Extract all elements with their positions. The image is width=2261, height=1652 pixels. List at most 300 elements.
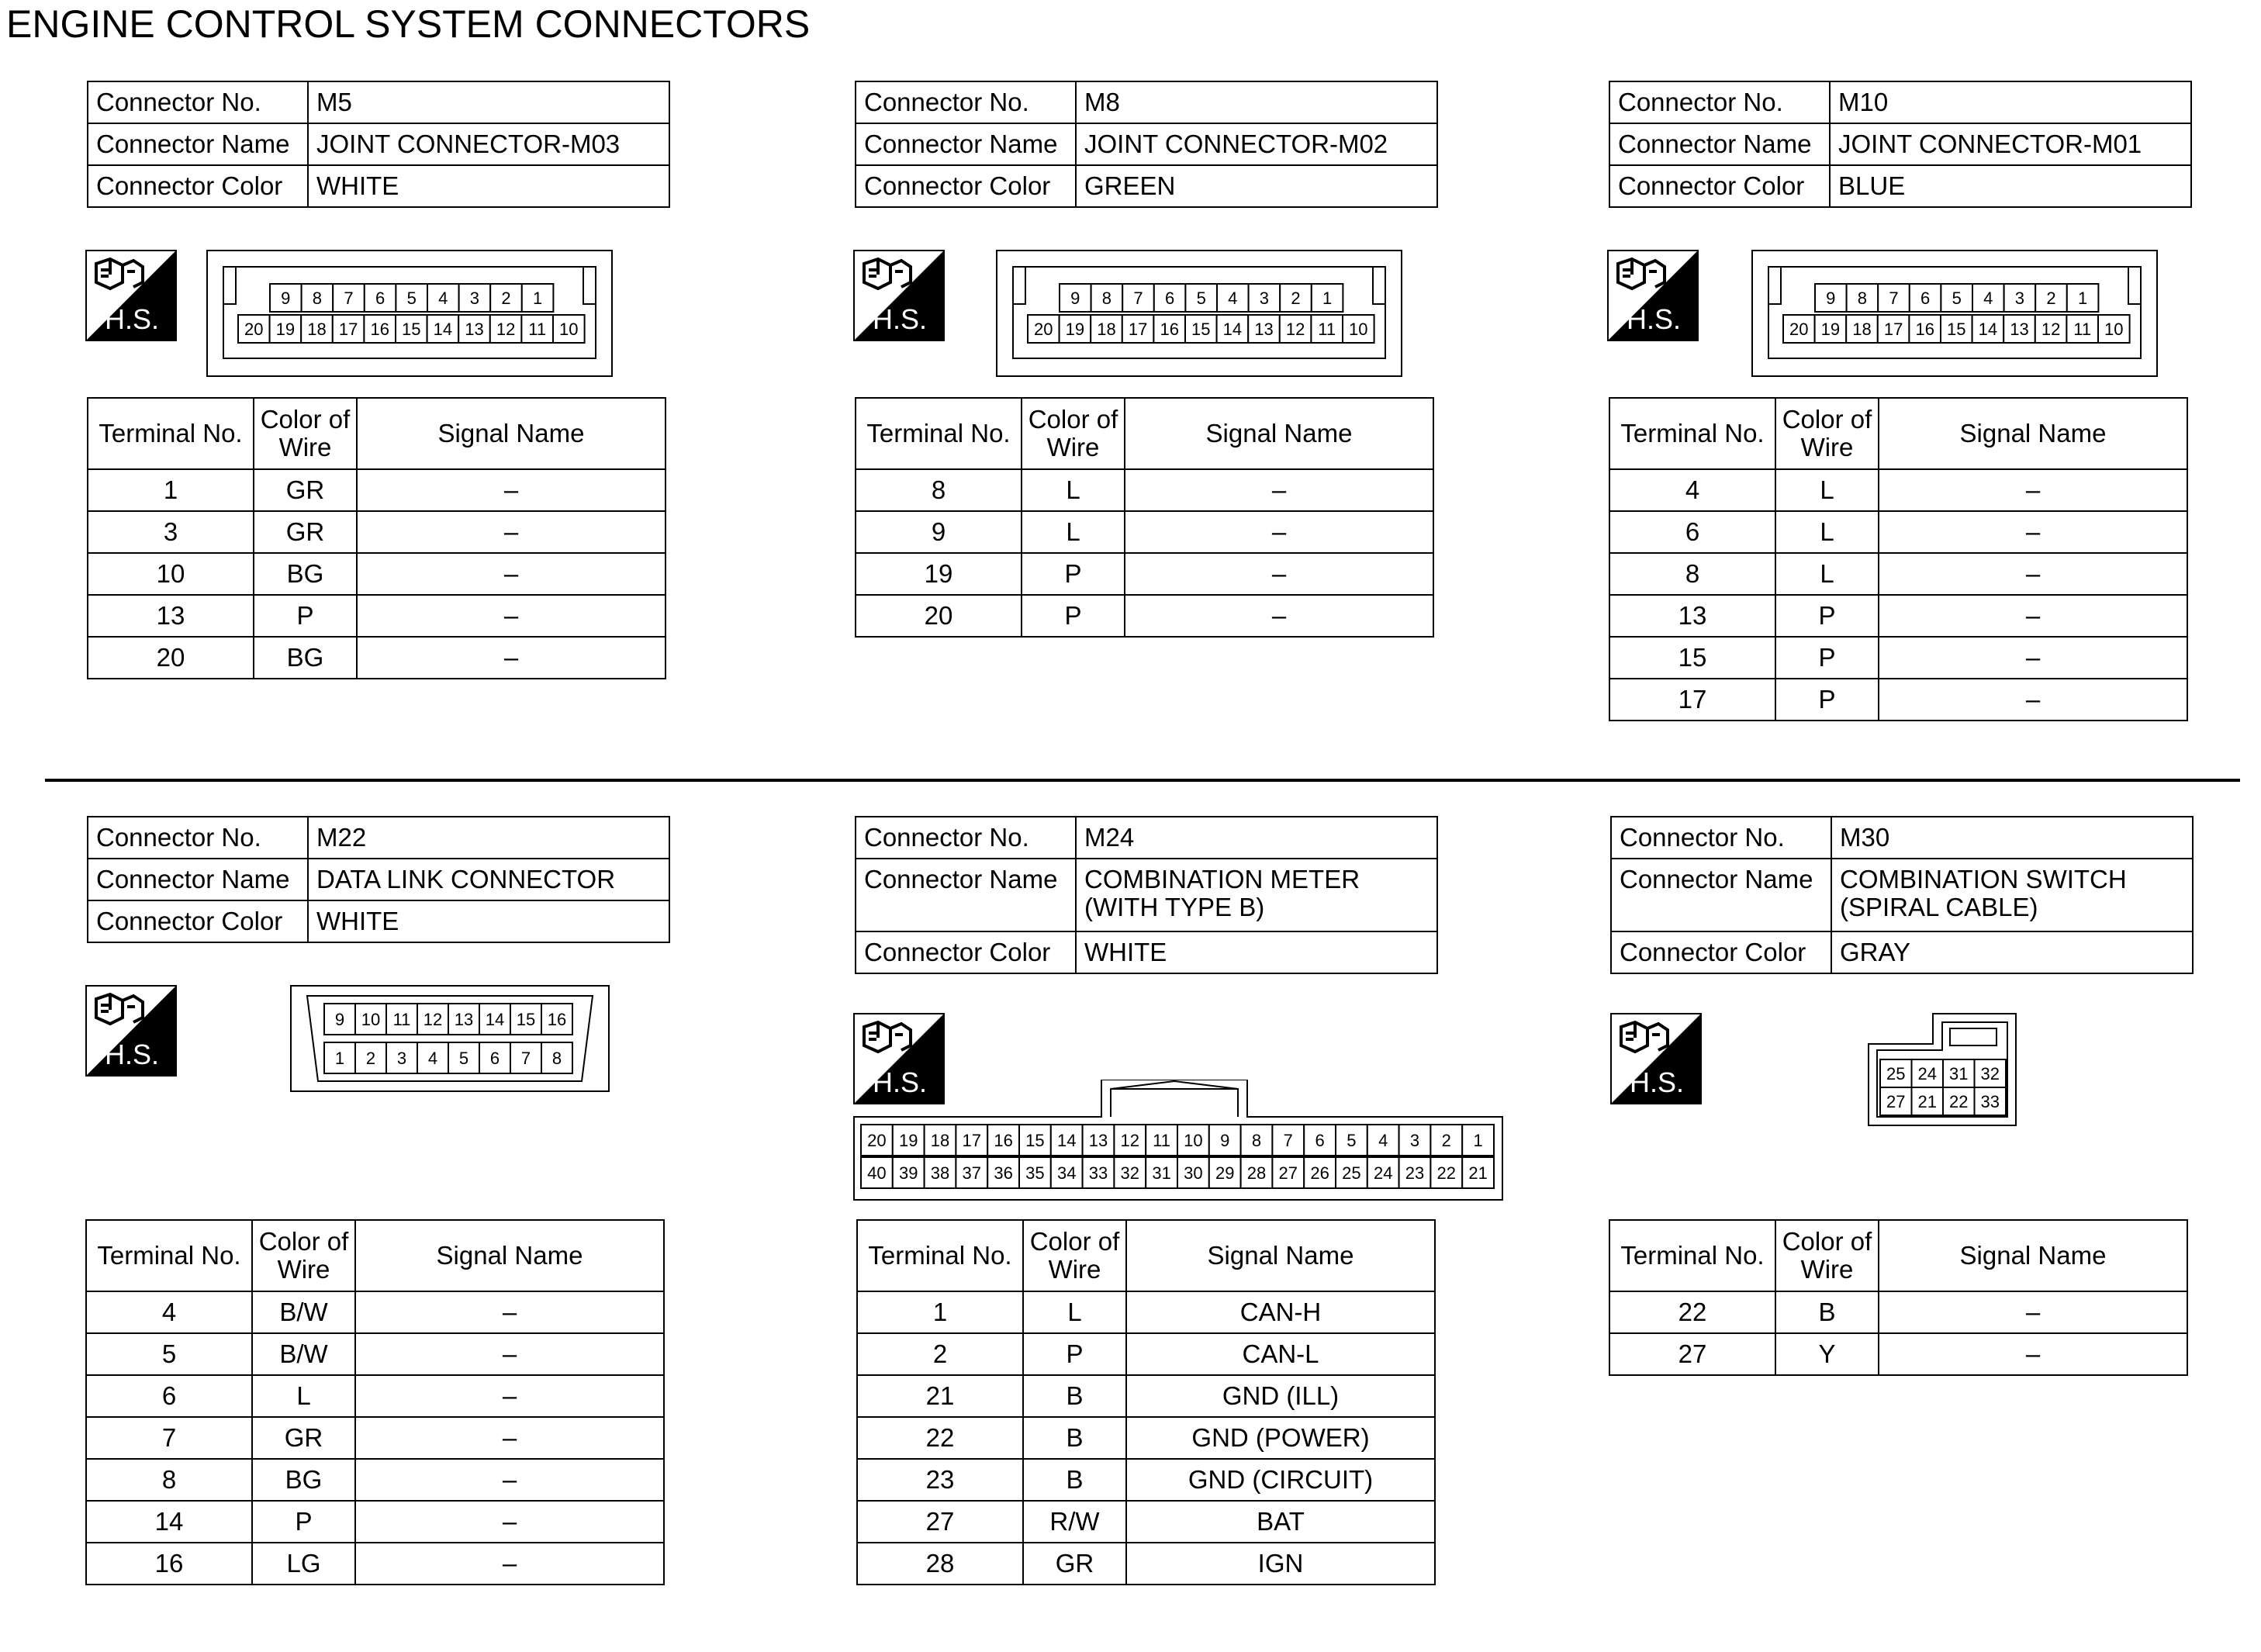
pin-number: 35 bbox=[1025, 1163, 1045, 1183]
hs-label: H.S. bbox=[872, 303, 928, 335]
table-row bbox=[88, 469, 666, 511]
pin-number: 20 bbox=[1789, 320, 1809, 339]
wire-color: P bbox=[1022, 595, 1125, 637]
connector-key bbox=[1950, 1028, 1997, 1045]
pin-number: 2 bbox=[2046, 289, 2056, 308]
connector-face-m24 bbox=[853, 1080, 1503, 1201]
terminal-table-m5 bbox=[87, 397, 666, 679]
wire-color: L bbox=[252, 1375, 355, 1417]
pin-number: 19 bbox=[898, 1131, 918, 1150]
section-divider bbox=[45, 779, 2240, 782]
pin-number: 13 bbox=[465, 320, 484, 339]
table-row bbox=[856, 511, 1433, 553]
terminal-no: 17 bbox=[1609, 679, 1775, 721]
wire-color: GR bbox=[254, 511, 357, 553]
connector-info-m24 bbox=[855, 816, 1438, 974]
pin-number: 10 bbox=[361, 1010, 381, 1029]
label-connector-color: Connector Color bbox=[88, 900, 308, 942]
table-row bbox=[1609, 511, 2187, 553]
latch-right bbox=[2128, 267, 2141, 304]
table-row bbox=[86, 1543, 664, 1585]
pin-number: 4 bbox=[1378, 1131, 1388, 1150]
wire-color: P bbox=[1775, 637, 1879, 679]
pin-number: 33 bbox=[1088, 1163, 1108, 1183]
signal-name: – bbox=[1879, 679, 2187, 721]
label-connector-color: Connector Color bbox=[856, 165, 1076, 207]
signal-name: – bbox=[355, 1459, 664, 1501]
signal-name: – bbox=[355, 1543, 664, 1585]
pin-number: 2 bbox=[1291, 289, 1301, 308]
wire-color: L bbox=[1775, 553, 1879, 595]
pin-number: 7 bbox=[1133, 289, 1143, 308]
pin-number: 8 bbox=[551, 1049, 562, 1068]
signal-name: – bbox=[355, 1501, 664, 1543]
header-terminal-no: Terminal No. bbox=[86, 1220, 252, 1291]
table-row bbox=[856, 553, 1433, 595]
header-terminal-no: Terminal No. bbox=[857, 1220, 1023, 1291]
terminal-no: 8 bbox=[86, 1459, 252, 1501]
pin-number: 14 bbox=[1056, 1131, 1077, 1150]
table-row bbox=[88, 637, 666, 679]
connector-face-m22 bbox=[290, 985, 610, 1092]
pin-number: 13 bbox=[454, 1010, 474, 1029]
hs-label: H.S. bbox=[104, 1039, 160, 1070]
connector-name-value: DATA LINK CONNECTOR bbox=[308, 859, 669, 900]
pin-number: 29 bbox=[1215, 1163, 1235, 1183]
pin-number: 7 bbox=[344, 289, 354, 308]
table-row bbox=[857, 1333, 1435, 1375]
signal-name: – bbox=[1879, 595, 2187, 637]
pin-number: 21 bbox=[1468, 1163, 1488, 1183]
wire-color: L bbox=[1022, 469, 1125, 511]
harness-side-icon bbox=[1610, 1013, 1702, 1104]
table-row bbox=[1609, 553, 2187, 595]
pin-number: 7 bbox=[1283, 1131, 1293, 1150]
pin-number: 18 bbox=[930, 1131, 950, 1150]
terminal-no: 19 bbox=[856, 553, 1022, 595]
pin-number: 24 bbox=[1373, 1163, 1393, 1183]
terminal-no: 16 bbox=[86, 1543, 252, 1585]
table-row bbox=[1609, 679, 2187, 721]
pin-number: 1 bbox=[1322, 289, 1333, 308]
pin-number: 11 bbox=[392, 1010, 411, 1029]
latch-right bbox=[583, 267, 596, 304]
label-connector-name: Connector Name bbox=[856, 123, 1076, 165]
pin-number: 18 bbox=[1852, 320, 1872, 339]
pin-number: 10 bbox=[1349, 320, 1368, 339]
pin-number: 6 bbox=[489, 1049, 500, 1068]
terminal-no: 28 bbox=[857, 1543, 1023, 1585]
connector-name-value bbox=[1831, 859, 2193, 931]
terminal-no: 4 bbox=[1609, 469, 1775, 511]
table-row bbox=[856, 595, 1433, 637]
pin-number: 4 bbox=[427, 1049, 438, 1068]
table-row bbox=[86, 1459, 664, 1501]
pin-number: 25 bbox=[1886, 1064, 1906, 1083]
terminal-no: 23 bbox=[857, 1459, 1023, 1501]
signal-name: – bbox=[1125, 511, 1433, 553]
latch-left bbox=[223, 267, 236, 304]
pin-number: 15 bbox=[1025, 1131, 1045, 1150]
pin-number: 3 bbox=[469, 289, 480, 308]
pin-number: 12 bbox=[496, 320, 516, 339]
terminal-table-m30 bbox=[1609, 1219, 2188, 1376]
pin-number: 6 bbox=[375, 289, 385, 308]
pin-number: 37 bbox=[962, 1163, 982, 1183]
terminal-table-m8 bbox=[855, 397, 1434, 638]
connector-name-value bbox=[1076, 859, 1437, 931]
terminal-no: 10 bbox=[88, 553, 254, 595]
pin-number: 15 bbox=[402, 320, 421, 339]
signal-name: – bbox=[1125, 553, 1433, 595]
pin-number: 21 bbox=[1917, 1092, 1937, 1111]
latch-left bbox=[1768, 267, 1781, 304]
connector-no-value: M8 bbox=[1076, 81, 1437, 123]
pin-number: 1 bbox=[334, 1049, 345, 1068]
pin-number: 33 bbox=[1980, 1092, 2000, 1111]
label-connector-name: Connector Name bbox=[88, 859, 308, 900]
signal-name: – bbox=[355, 1333, 664, 1375]
connector-name-line2: (WITH TYPE B) bbox=[1084, 893, 1265, 921]
wire-color: LG bbox=[252, 1543, 355, 1585]
pin-number: 10 bbox=[2104, 320, 2124, 339]
header-signal-name: Signal Name bbox=[1879, 398, 2187, 469]
pin-number: 20 bbox=[867, 1131, 887, 1150]
label-connector-no: Connector No. bbox=[856, 817, 1076, 859]
pin-number: 4 bbox=[438, 289, 448, 308]
header-color-of-wire: Color of Wire bbox=[1775, 398, 1879, 469]
signal-name: – bbox=[357, 553, 666, 595]
pin-number: 32 bbox=[1120, 1163, 1140, 1183]
pin-number: 9 bbox=[1826, 289, 1836, 308]
terminal-no: 4 bbox=[86, 1291, 252, 1333]
pin-number: 8 bbox=[312, 289, 323, 308]
terminal-no: 13 bbox=[88, 595, 254, 637]
pin-number: 31 bbox=[1949, 1064, 1969, 1083]
pin-number: 13 bbox=[2010, 320, 2029, 339]
wire-color: B bbox=[1023, 1375, 1126, 1417]
terminal-no: 8 bbox=[856, 469, 1022, 511]
header-terminal-no: Terminal No. bbox=[88, 398, 254, 469]
label-connector-no: Connector No. bbox=[88, 81, 308, 123]
label-connector-no: Connector No. bbox=[88, 817, 308, 859]
page-title: ENGINE CONTROL SYSTEM CONNECTORS bbox=[6, 2, 811, 46]
pin-number: 8 bbox=[1251, 1131, 1262, 1150]
pin-number: 16 bbox=[994, 1131, 1013, 1150]
terminal-no: 21 bbox=[857, 1375, 1023, 1417]
label-connector-color: Connector Color bbox=[88, 165, 308, 207]
hs-label: H.S. bbox=[1626, 303, 1682, 335]
pin-number: 12 bbox=[2041, 320, 2061, 339]
header-terminal-no: Terminal No. bbox=[1609, 398, 1775, 469]
terminal-no: 6 bbox=[86, 1375, 252, 1417]
pin-number: 16 bbox=[1915, 320, 1934, 339]
wire-color: P bbox=[1023, 1333, 1126, 1375]
harness-side-icon bbox=[85, 985, 177, 1077]
signal-name: – bbox=[1879, 1333, 2187, 1375]
signal-name: – bbox=[1879, 553, 2187, 595]
connector-info-m10 bbox=[1609, 81, 2192, 208]
wire-color: B bbox=[1023, 1459, 1126, 1501]
header-color-of-wire: Color of Wire bbox=[254, 398, 357, 469]
terminal-no: 1 bbox=[88, 469, 254, 511]
connector-no-value: M22 bbox=[308, 817, 669, 859]
pin-number: 19 bbox=[1065, 320, 1085, 339]
pin-number: 20 bbox=[244, 320, 264, 339]
connector-face-m5 bbox=[206, 250, 613, 377]
label-connector-color: Connector Color bbox=[1609, 165, 1830, 207]
table-row bbox=[857, 1459, 1435, 1501]
pin-number: 14 bbox=[433, 320, 453, 339]
terminal-no: 20 bbox=[88, 637, 254, 679]
label-connector-no: Connector No. bbox=[1611, 817, 1831, 859]
connector-color-value: BLUE bbox=[1830, 165, 2191, 207]
pin-number: 17 bbox=[962, 1131, 982, 1150]
pin-number: 9 bbox=[1070, 289, 1080, 308]
pin-number: 15 bbox=[1947, 320, 1966, 339]
pin-number: 5 bbox=[1196, 289, 1206, 308]
header-color-of-wire: Color of Wire bbox=[1022, 398, 1125, 469]
pin-number: 11 bbox=[528, 320, 547, 339]
harness-side-icon bbox=[85, 250, 177, 341]
connector-no-value: M5 bbox=[308, 81, 669, 123]
connector-housing bbox=[997, 251, 1402, 376]
pin-number: 17 bbox=[1883, 320, 1903, 339]
pin-number: 39 bbox=[898, 1163, 918, 1183]
table-row bbox=[857, 1375, 1435, 1417]
signal-name: – bbox=[1879, 637, 2187, 679]
pin-number: 5 bbox=[1952, 289, 1962, 308]
label-connector-no: Connector No. bbox=[1609, 81, 1830, 123]
hs-label: H.S. bbox=[104, 303, 160, 335]
pin-number: 2 bbox=[365, 1049, 376, 1068]
signal-name: GND (CIRCUIT) bbox=[1126, 1459, 1435, 1501]
terminal-no: 3 bbox=[88, 511, 254, 553]
header-color-of-wire: Color of Wire bbox=[1775, 1220, 1879, 1291]
terminal-no: 9 bbox=[856, 511, 1022, 553]
pin-number: 3 bbox=[396, 1049, 407, 1068]
connector-housing bbox=[207, 251, 612, 376]
hs-label: H.S. bbox=[872, 1066, 928, 1098]
label-connector-name: Connector Name bbox=[1611, 859, 1831, 931]
pin-number: 14 bbox=[1978, 320, 1998, 339]
harness-side-icon bbox=[1607, 250, 1699, 341]
pin-number: 28 bbox=[1246, 1163, 1267, 1183]
pin-number: 15 bbox=[1191, 320, 1211, 339]
connector-color-value: WHITE bbox=[1076, 931, 1437, 973]
wire-color: R/W bbox=[1023, 1501, 1126, 1543]
harness-side-icon bbox=[853, 250, 945, 341]
pin-number: 30 bbox=[1184, 1163, 1203, 1183]
wire-color: B bbox=[1775, 1291, 1879, 1333]
pin-number: 16 bbox=[547, 1010, 567, 1029]
connector-info-m8 bbox=[855, 81, 1438, 208]
pin-number: 40 bbox=[867, 1163, 887, 1183]
pin-number: 12 bbox=[1120, 1131, 1140, 1150]
pin-number: 22 bbox=[1436, 1163, 1457, 1183]
pin-number: 22 bbox=[1949, 1092, 1969, 1111]
table-row bbox=[1609, 1291, 2187, 1333]
terminal-no: 6 bbox=[1609, 511, 1775, 553]
header-signal-name: Signal Name bbox=[1125, 398, 1433, 469]
header-color-of-wire: Color of Wire bbox=[1023, 1220, 1126, 1291]
pin-number: 3 bbox=[1259, 289, 1270, 308]
pin-number: 24 bbox=[1917, 1064, 1937, 1083]
pin-number: 5 bbox=[1347, 1131, 1357, 1150]
pin-number: 5 bbox=[406, 289, 417, 308]
wire-color: BG bbox=[254, 553, 357, 595]
label-connector-name: Connector Name bbox=[1609, 123, 1830, 165]
connector-info-m5 bbox=[87, 81, 670, 208]
pin-number: 8 bbox=[1101, 289, 1112, 308]
signal-name: – bbox=[1879, 511, 2187, 553]
pin-number: 15 bbox=[516, 1010, 536, 1029]
terminal-no: 8 bbox=[1609, 553, 1775, 595]
signal-name: – bbox=[1125, 469, 1433, 511]
table-row bbox=[88, 595, 666, 637]
pin-number: 3 bbox=[1409, 1131, 1420, 1150]
table-row bbox=[856, 469, 1433, 511]
pin-number: 5 bbox=[458, 1049, 469, 1068]
terminal-table-m22 bbox=[85, 1219, 665, 1585]
header-color-of-wire: Color of Wire bbox=[252, 1220, 355, 1291]
pin-number: 19 bbox=[275, 320, 296, 339]
header-signal-name: Signal Name bbox=[355, 1220, 664, 1291]
pin-number: 6 bbox=[1315, 1131, 1325, 1150]
label-connector-name: Connector Name bbox=[88, 123, 308, 165]
pin-number: 2 bbox=[501, 289, 511, 308]
wire-color: BG bbox=[252, 1459, 355, 1501]
terminal-table-m24 bbox=[856, 1219, 1436, 1585]
connector-color-value: WHITE bbox=[308, 165, 669, 207]
connector-info-m22 bbox=[87, 816, 670, 943]
wire-color: L bbox=[1775, 511, 1879, 553]
connector-name-line2: (SPIRAL CABLE) bbox=[1840, 893, 2038, 921]
connector-name-value: JOINT CONNECTOR-M03 bbox=[308, 123, 669, 165]
table-row bbox=[1609, 1333, 2187, 1375]
pin-number: 13 bbox=[1254, 320, 1274, 339]
pin-number: 14 bbox=[1222, 320, 1243, 339]
terminal-no: 5 bbox=[86, 1333, 252, 1375]
pin-number: 13 bbox=[1088, 1131, 1108, 1150]
connector-no-value: M24 bbox=[1076, 817, 1437, 859]
pin-number: 23 bbox=[1405, 1163, 1425, 1183]
connector-face-m8 bbox=[996, 250, 1402, 377]
table-row bbox=[86, 1501, 664, 1543]
table-row bbox=[1609, 469, 2187, 511]
wire-color: P bbox=[1022, 553, 1125, 595]
pin-number: 14 bbox=[485, 1010, 505, 1029]
label-connector-color: Connector Color bbox=[1611, 931, 1831, 973]
pin-number: 1 bbox=[1473, 1131, 1483, 1150]
pin-number: 18 bbox=[1097, 320, 1116, 339]
header-terminal-no: Terminal No. bbox=[856, 398, 1022, 469]
pin-number: 1 bbox=[532, 289, 543, 308]
signal-name: – bbox=[1125, 595, 1433, 637]
wire-color: GR bbox=[1023, 1543, 1126, 1585]
connector-name-value: JOINT CONNECTOR-M01 bbox=[1830, 123, 2191, 165]
pin-number: 32 bbox=[1980, 1064, 2000, 1083]
wire-color: L bbox=[1022, 511, 1125, 553]
pin-number: 3 bbox=[2014, 289, 2025, 308]
connector-key-inner bbox=[1111, 1089, 1238, 1117]
terminal-table-m10 bbox=[1609, 397, 2188, 721]
connector-name-value: JOINT CONNECTOR-M02 bbox=[1076, 123, 1437, 165]
pin-number: 16 bbox=[370, 320, 389, 339]
connector-housing bbox=[1752, 251, 2157, 376]
signal-name: – bbox=[355, 1375, 664, 1417]
pin-number: 2 bbox=[1441, 1131, 1451, 1150]
signal-name: – bbox=[355, 1417, 664, 1459]
pin-number: 10 bbox=[1184, 1131, 1203, 1150]
table-row bbox=[86, 1291, 664, 1333]
pin-number: 9 bbox=[334, 1010, 345, 1029]
wire-color: B/W bbox=[252, 1333, 355, 1375]
signal-name: – bbox=[357, 637, 666, 679]
wire-color: Y bbox=[1775, 1333, 1879, 1375]
pin-number: 17 bbox=[338, 320, 358, 339]
table-row bbox=[86, 1417, 664, 1459]
label-connector-name: Connector Name bbox=[856, 859, 1076, 931]
pin-number: 36 bbox=[994, 1163, 1013, 1183]
wire-color: P bbox=[254, 595, 357, 637]
connector-housing bbox=[291, 986, 609, 1091]
header-signal-name: Signal Name bbox=[1126, 1220, 1435, 1291]
connector-key-arrow bbox=[1111, 1081, 1238, 1117]
table-row bbox=[857, 1501, 1435, 1543]
pin-number: 12 bbox=[423, 1010, 443, 1029]
signal-name: CAN-H bbox=[1126, 1291, 1435, 1333]
table-row bbox=[1609, 595, 2187, 637]
terminal-no: 15 bbox=[1609, 637, 1775, 679]
latch-left bbox=[1013, 267, 1025, 304]
table-row bbox=[1609, 637, 2187, 679]
pin-number: 10 bbox=[559, 320, 579, 339]
signal-name: – bbox=[1879, 1291, 2187, 1333]
table-row bbox=[86, 1375, 664, 1417]
signal-name: CAN-L bbox=[1126, 1333, 1435, 1375]
table-row bbox=[857, 1543, 1435, 1585]
connector-face-m10 bbox=[1751, 250, 2158, 377]
pin-number: 12 bbox=[1285, 320, 1305, 339]
terminal-no: 2 bbox=[857, 1333, 1023, 1375]
connector-no-value: M10 bbox=[1830, 81, 2191, 123]
connector-name-line1: COMBINATION METER bbox=[1084, 865, 1360, 893]
pin-number: 18 bbox=[307, 320, 327, 339]
signal-name: – bbox=[357, 469, 666, 511]
wire-color: P bbox=[252, 1501, 355, 1543]
wire-color: L bbox=[1023, 1291, 1126, 1333]
pin-number: 4 bbox=[1228, 289, 1238, 308]
signal-name: – bbox=[355, 1291, 664, 1333]
signal-name: BAT bbox=[1126, 1501, 1435, 1543]
connector-color-value: GRAY bbox=[1831, 931, 2193, 973]
pin-number: 6 bbox=[1920, 289, 1931, 308]
pin-number: 17 bbox=[1128, 320, 1148, 339]
pin-number: 27 bbox=[1278, 1163, 1298, 1183]
label-connector-color: Connector Color bbox=[856, 931, 1076, 973]
signal-name: – bbox=[357, 511, 666, 553]
terminal-no: 22 bbox=[1609, 1291, 1775, 1333]
wire-color: P bbox=[1775, 679, 1879, 721]
table-row bbox=[86, 1333, 664, 1375]
table-row bbox=[88, 553, 666, 595]
connector-name-line1: COMBINATION SWITCH bbox=[1840, 865, 2127, 893]
pin-number: 11 bbox=[1153, 1131, 1171, 1150]
pin-number: 16 bbox=[1160, 320, 1179, 339]
pin-number: 11 bbox=[2073, 320, 2092, 339]
signal-name: GND (ILL) bbox=[1126, 1375, 1435, 1417]
